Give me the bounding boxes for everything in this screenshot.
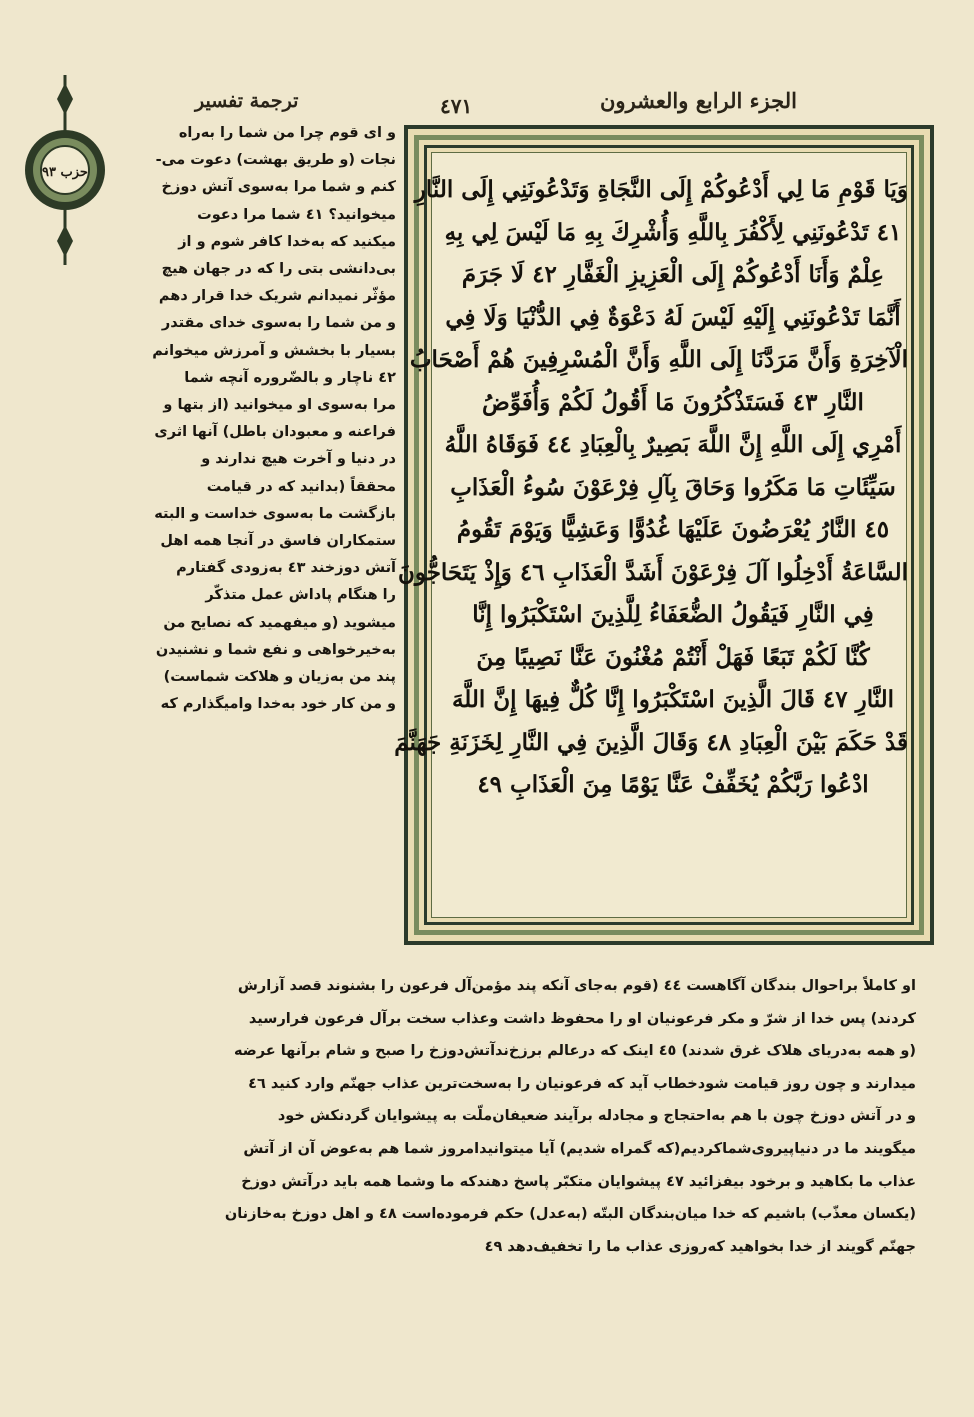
translation-line: و ای قوم چرا من شما را به‌راه: [178, 125, 396, 141]
translation-line: فراعنه و معبودان باطل) آنها اثری: [154, 424, 396, 441]
translation-line: و در آتش دوزخ چون با هم به‌احتجاج و مجادله برآیند ضعیفان‌ملّت به پیشوایان گردنکش خود: [277, 1108, 916, 1125]
quran-text-frame: [394, 125, 934, 945]
translation-line: کنم و شما مرا به‌سوی آتش دوزخ: [161, 179, 396, 196]
quran-line: السَّاعَةُ أَدْخِلُوا آلَ فِرْعَوْنَ أَشَدَّ الْعَذَابِ ٤٦ وَإِذْ يَتَحَاجُّونَ: [397, 558, 908, 586]
translation-line: میدارند و چون روز قیامت شودخطاب آید که فرعونیان را به‌سخت‌ترین عذاب جهنّم وارد کنید ٤٦: [248, 1075, 916, 1092]
quran-line: الْآخِرَةِ وَأَنَّ مَرَدَّنَا إِلَى اللَّهِ وَأَنَّ الْمُسْرِفِينَ هُمْ أَصْحَابُ: [409, 346, 908, 373]
page-number: ٤٧١: [440, 94, 473, 118]
quran-line: النَّارِ ٤٣ فَسَتَذْكُرُونَ مَا أَقُولُ لَكُمْ وَأُفَوِّضُ: [482, 388, 864, 416]
translation-line: میگویند ما در دنیاپیروی‌شماکردیم(که گمراه شدیم) آیا میتوانیدامروز شما هم به‌عوض آن از آتش: [243, 1140, 916, 1157]
translation-line: عذاب ما بکاهید و برخود بیفزائید ٤٧ پیشوایان متکبّر پاسخ دهندکه ما وشما همه باید درآتش دوزخ: [241, 1173, 916, 1190]
translation-line: پند من به‌زیان و هلاکت شماست): [163, 669, 396, 686]
translation-line: مؤثّر نمیدانم شریک خدا قرار دهم: [158, 288, 396, 305]
quran-line: النَّارِ ٤٧ قَالَ الَّذِينَ اسْتَكْبَرُوا إِنَّا كُلٌّ فِيهَا إِنَّ اللَّهَ: [451, 686, 895, 713]
translation-line: (یکسان معذّب) باشیم که خدا میان‌بندگان البتّه (به‌عدل) حکم فرموده‌است ٤٨ و اهل دوزخ به‌خازنان: [224, 1206, 916, 1223]
translation-line: ستمکاران فاسق در آنجا همه اهل: [160, 533, 396, 550]
quran-line: ٤٥ النَّارُ يُعْرَضُونَ عَلَيْهَا غُدُوًّا وَعَشِيًّا وَيَوْمَ تَقُومُ: [456, 516, 890, 543]
hizb-label: حزب ٩٣: [42, 165, 88, 180]
translation-line: در دنیا و آخرت هیچ ندارند و: [201, 451, 396, 468]
quran-line: سَيِّئَاتِ مَا مَكَرُوا وَحَاقَ بِآلِ فِرْعَوْنَ سُوءُ الْعَذَابِ: [450, 473, 896, 501]
hizb-ornament-icon: [20, 75, 110, 265]
translation-line: و من شما را به‌سوی خدای مقتدر: [161, 315, 396, 332]
translation-line: و من کار خود به‌خدا وامیگذارم که: [160, 696, 396, 713]
quran-line: أَنَّمَا تَدْعُونَنِي إِلَيْهِ لَيْسَ لَهُ دَعْوَةٌ فِي الدُّنْيَا وَلَا فِي: [445, 303, 901, 331]
header-juz-title: الجزء الرابع والعشرون: [600, 88, 797, 113]
translation-column: [128, 120, 396, 718]
translation-line: آتش دوزخند ٤٣ به‌زودی گفتارم: [176, 560, 396, 577]
quran-line: كُنَّا لَكُمْ تَبَعًا فَهَلْ أَنْتُمْ مُغْنُونَ عَنَّا نَصِيبًا مِنَ: [476, 643, 870, 671]
translation-line: را هنگام پاداش عمل متذکّر: [205, 587, 396, 604]
translation-line: نجات (و طریق بهشت) دعوت می‌-: [155, 152, 396, 169]
translation-line: میکنید که به‌خدا کافر شوم و از: [178, 233, 396, 250]
translation-line: مرا به‌سوی او میخوانید (از بتها و: [163, 397, 396, 414]
translation-bottom-block: [58, 970, 916, 1263]
translation-line: (و همه به‌دریای هلاک غرق شدند) ٤٥ اینک که درعالم برزخ‌ندآتش‌دوزخ را صبح و شام برآنها عرضه: [233, 1043, 916, 1060]
quran-line: ٤١ تَدْعُونَنِي لِأَكْفُرَ بِاللَّهِ وَأُشْرِكَ بِهِ مَا لَيْسَ لِي بِهِ: [444, 218, 902, 246]
translation-line: محققاً (بدانید که در قیامت: [206, 478, 396, 495]
quran-arabic-text: [394, 169, 908, 807]
translation-line: میشوید (و میفهمید که نصایح من: [163, 614, 396, 631]
quran-line: فِي النَّارِ فَيَقُولُ الضُّعَفَاءُ لِلَّذِينَ اسْتَكْبَرُوا إِنَّا: [472, 601, 874, 628]
translation-line: به‌خیرخواهی و نفع شما و نشنیدن: [155, 641, 396, 658]
header-left-title: ترجمة تفسير: [195, 90, 299, 112]
quran-line: أَمْرِي إِلَى اللَّهِ إِنَّ اللَّهَ بَصِيرٌ بِالْعِبَادِ ٤٤ فَوَقَاهُ اللَّهُ: [444, 431, 902, 458]
translation-line: بی‌دانشی بتی را که در جهان هیچ: [161, 261, 396, 278]
translation-line: ٤٢ ناچار و بالضّروره آنچه شما: [184, 369, 396, 386]
translation-line: بازگشت ما به‌سوی خداست و البته: [154, 505, 396, 522]
quran-line: قَدْ حَكَمَ بَيْنَ الْعِبَادِ ٤٨ وَقَالَ الَّذِينَ فِي النَّارِ لِخَزَنَةِ جَهَنَّمَ: [394, 728, 908, 756]
translation-line: او کاملاً براحوال بندگان آگاهست ٤٤ (قوم به‌جای آنکه پند مؤمن‌آل فرعون را بشنوند قصد آزارش: [237, 978, 916, 994]
quran-line: وَيَا قَوْمِ مَا لِي أَدْعُوكُمْ إِلَى النَّجَاةِ وَتَدْعُونَنِي إِلَى النَّارِ: [414, 176, 908, 203]
translation-line: بسیار با بخشش و آمرزش میخوانم: [152, 342, 396, 359]
translation-line: میخوانید؟ ٤١ شما مرا دعوت: [197, 206, 396, 223]
translation-line: جهنّم گویند از خدا بخواهید که‌روزی عذاب ما را تخفیف‌دهد ٤٩: [484, 1238, 916, 1255]
quran-line: ادْعُوا رَبَّكُمْ يُخَفِّفْ عَنَّا يَوْمًا مِنَ الْعَذَابِ ٤٩: [477, 771, 869, 798]
translation-line: کردند) پس خدا از شرّ و مکر فرعونیان او را محفوظ داشت وعذاب سخت برآل فرعون فرارسید: [248, 1010, 916, 1027]
quran-line: عِلْمٌ وَأَنَا أَدْعُوكُمْ إِلَى الْعَزِيزِ الْغَفَّارِ ٤٢ لَا جَرَمَ: [461, 261, 885, 288]
